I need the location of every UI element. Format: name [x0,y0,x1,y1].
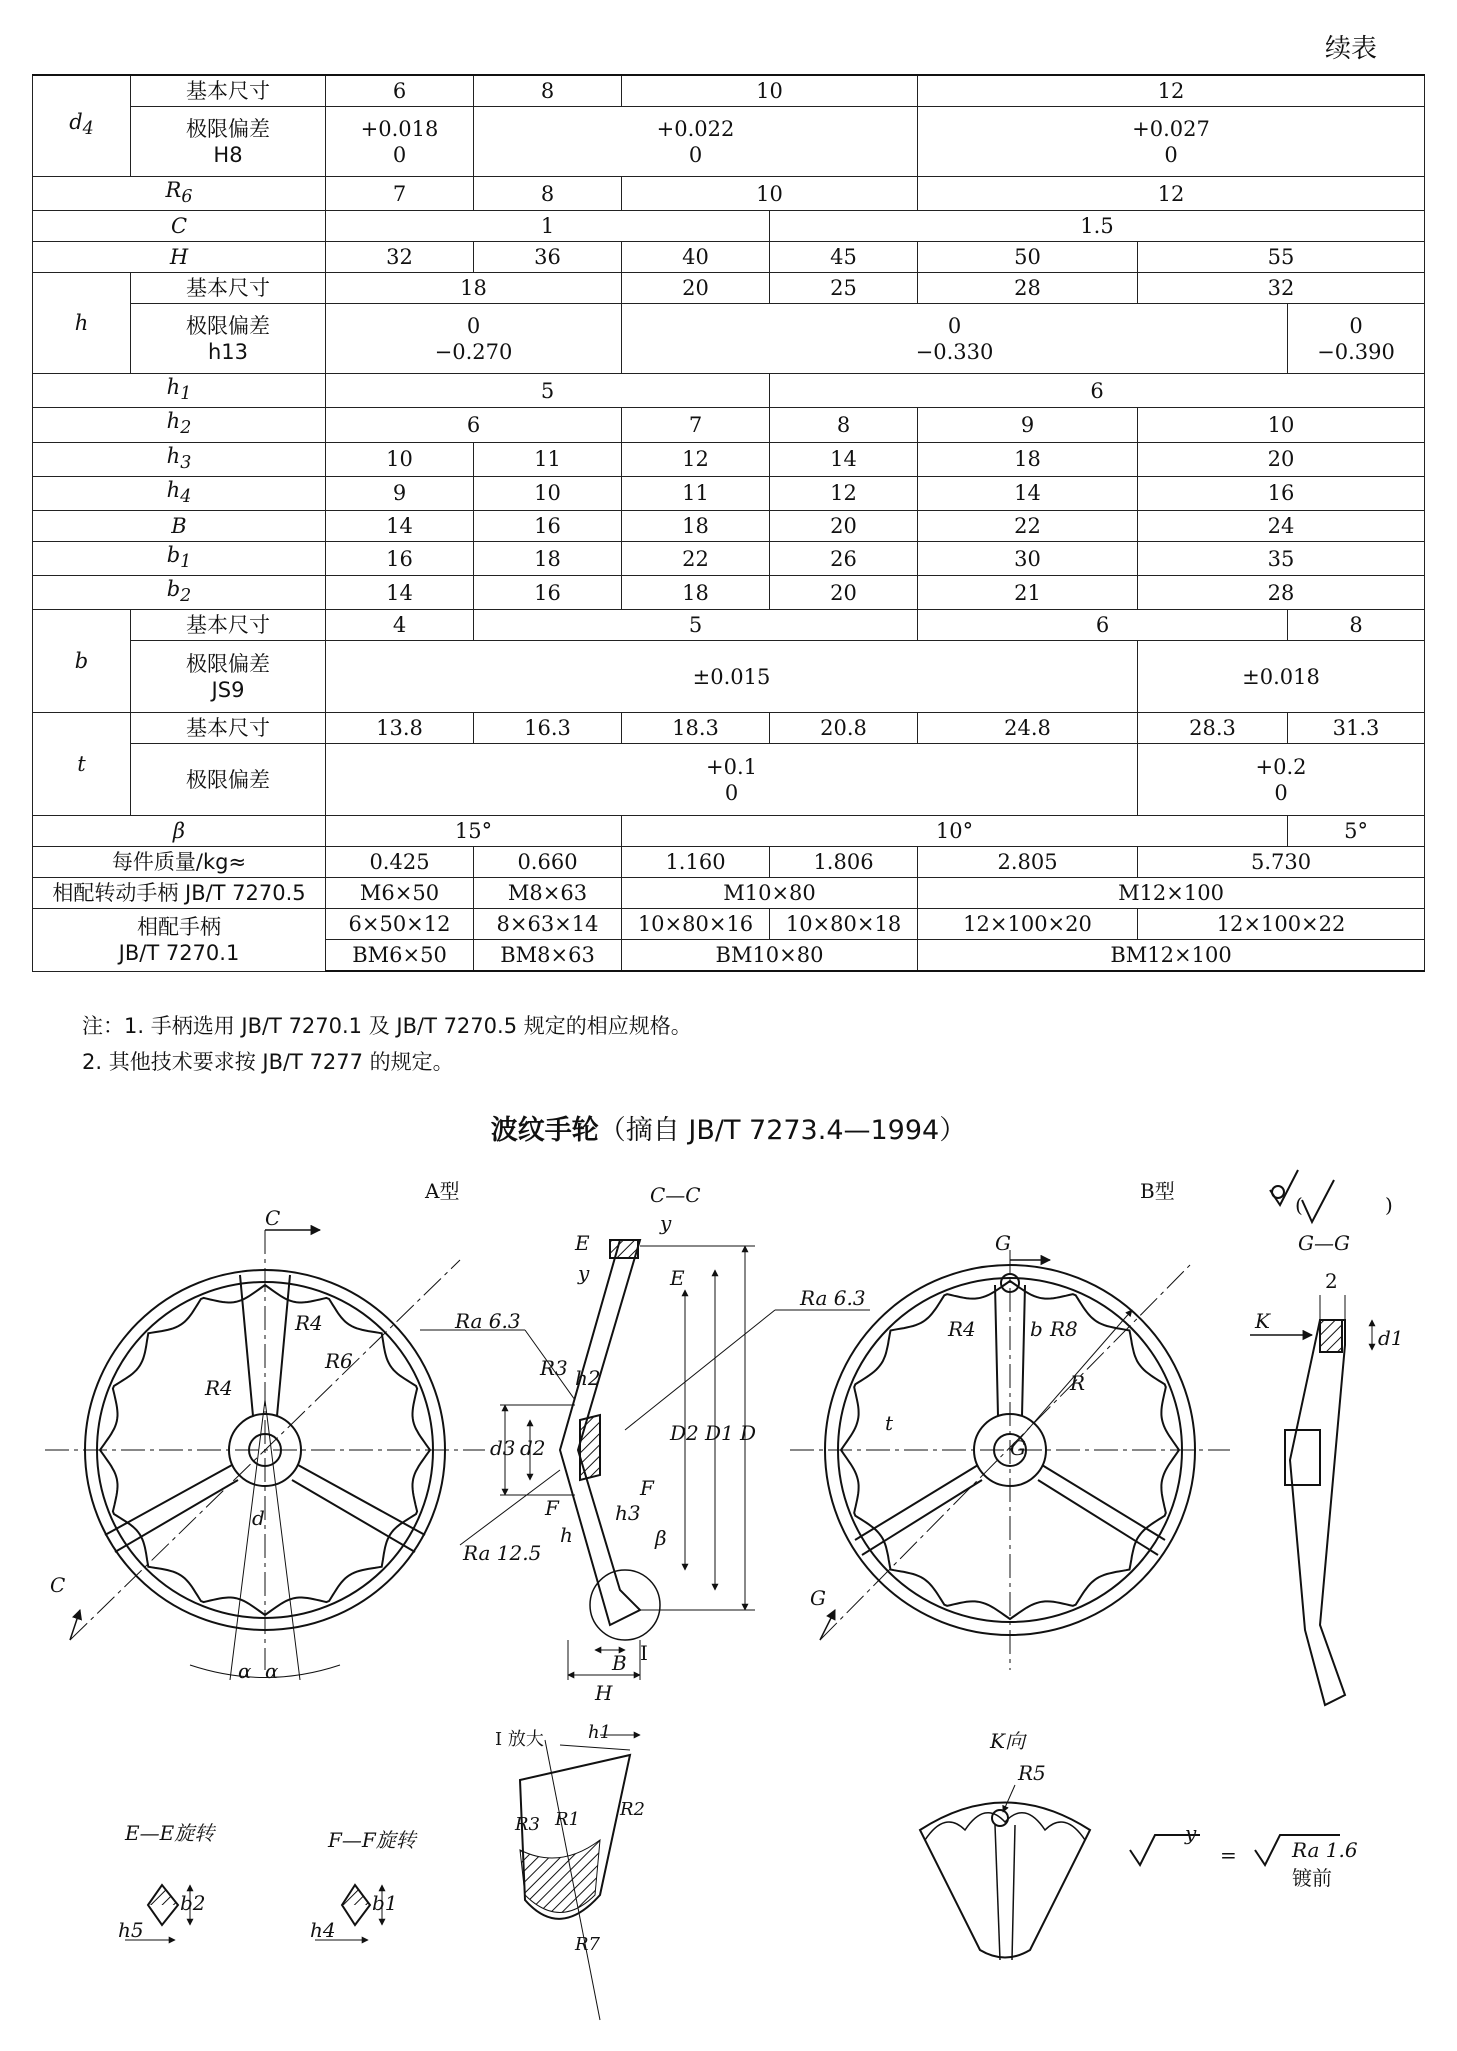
technical-drawing [0,1150,1457,2050]
row-t-dev: 极限偏差 +0.1 0 +0.2 0 [33,744,1425,816]
svg-text:d2: d2 [520,1436,546,1460]
svg-text:D: D [740,1421,757,1445]
svg-text:): ) [1385,1193,1393,1217]
svg-text:d1: d1 [1378,1326,1404,1350]
note-1: 注：1. 手柄选用 JB/T 7270.1 及 JB/T 7270.5 规定的相应规格。 [82,1014,692,1038]
svg-text:b: b [1030,1317,1043,1341]
wheel-a [45,1230,485,1680]
wheel-b [790,1250,1230,1670]
row-h-dev: 极限偏差 h13 0 −0.270 0 −0.330 0 −0.390 [33,304,1425,374]
svg-text:R7: R7 [575,1934,601,1955]
lbl-C-bot: C [50,1573,66,1597]
row-C: C 1 1.5 [33,211,1425,242]
k-view [920,1785,1090,1960]
row-b1: $b_1$ 16 18 22 26 30 35 [33,541,1425,575]
row-h2: $h_2$ 6 7 8 9 10 [33,408,1425,442]
row-h4: $h_4$ 9 10 11 12 14 16 [33,476,1425,510]
spec-table [32,74,1425,972]
svg-text:y: y [660,1211,672,1235]
svg-text:R4: R4 [295,1311,323,1335]
row-b-basic: b 基本尺寸 4 5 6 8 [33,610,1425,641]
notes [82,1008,692,1080]
svg-text:D1: D1 [705,1421,734,1445]
svg-text:2: 2 [1325,1269,1338,1293]
svg-text:I 放大: I 放大 [495,1729,544,1750]
row-d4-basic: $d_4$ 基本尺寸 6 8 10 12 [33,75,1425,107]
svg-text:R8: R8 [1050,1317,1078,1341]
svg-text:h3: h3 [615,1501,641,1525]
row-H: H 32 36 40 45 50 55 [33,242,1425,273]
sym-d4: $d_4$ [33,75,131,177]
row-b-dev: 极限偏差 JS9 ±0.015 ±0.018 [33,641,1425,713]
svg-text:B型: B型 [1140,1179,1175,1203]
svg-text:E: E [575,1231,590,1255]
svg-text:G: G [995,1231,1011,1255]
svg-text:R3: R3 [515,1814,541,1835]
svg-text:β: β [655,1526,667,1550]
svg-text:Ra 6.3: Ra 6.3 [800,1286,866,1310]
row-h-basic: h 基本尺寸 18 20 25 28 32 [33,273,1425,304]
svg-text:y: y [1185,1821,1197,1845]
svg-text:b1: b1 [372,1891,398,1915]
svg-text:D2: D2 [670,1421,699,1445]
svg-text:h1: h1 [588,1722,612,1743]
svg-text:镀前: 镀前 [1292,1866,1332,1890]
drawing-title: 波纹手轮（摘自 JB/T 7273.4—1994） [490,1115,967,1146]
row-d4-dev: 极限偏差 H8 +0.018 0 +0.022 0 +0.027 0 [33,107,1425,177]
row-B: B 14 16 18 20 22 24 [33,510,1425,541]
svg-text:G: G [810,1586,826,1610]
svg-text:K向: K向 [990,1729,1025,1753]
svg-text:y: y [578,1261,590,1285]
svg-text:G—G: G—G [1298,1231,1350,1255]
row-beta: β 15° 10° 5° [33,816,1425,847]
svg-text:h2: h2 [575,1366,601,1390]
row-handle-a: 相配手柄 JB/T 7270.1 6×50×12 8×63×14 10×80×16 10×80×18 12×100×20 12×100×22 [33,909,1425,940]
lbl-C-top: C [265,1206,281,1230]
svg-text:R6: R6 [325,1349,353,1373]
svg-text:F: F [545,1496,559,1520]
svg-text:R5: R5 [1018,1761,1046,1785]
svg-text:R3: R3 [540,1356,568,1380]
svg-text:R4: R4 [205,1376,233,1400]
svg-text:h4: h4 [310,1918,336,1942]
svg-text:Ra 1.6: Ra 1.6 [1292,1838,1358,1862]
svg-text:h5: h5 [118,1918,144,1942]
svg-text:F—F旋转: F—F旋转 [328,1828,416,1852]
row-b2: $b_2$ 14 16 18 20 21 28 [33,576,1425,610]
svg-text:A型: A型 [425,1179,460,1203]
svg-text:Ra 6.3: Ra 6.3 [455,1309,521,1333]
svg-text:F: F [640,1476,654,1500]
row-h3: $h_3$ 10 11 12 14 18 20 [33,442,1425,476]
svg-text:R1: R1 [555,1809,581,1830]
svg-text:α: α [238,1659,252,1683]
row-R6: $R_6$ 7 8 10 12 [33,177,1425,211]
svg-text:E: E [670,1266,685,1290]
svg-text:E—E旋转: E—E旋转 [125,1821,215,1845]
svg-text:H: H [595,1681,613,1705]
detail-i [520,1735,640,2020]
svg-text:K: K [1255,1309,1270,1333]
continued-label: 续表 [1324,34,1377,64]
svg-text:G: G [1010,1436,1026,1460]
row-mass: 每件质量/kg≈ 0.425 0.660 1.160 1.806 2.805 5.730 [33,847,1425,878]
row-h1: $h_1$ 5 6 [33,374,1425,408]
svg-text:Ra 12.5: Ra 12.5 [463,1541,542,1565]
svg-text:I: I [640,1641,648,1665]
row-handle-b: BM6×50 BM8×63 BM10×80 BM12×100 [33,940,1425,972]
svg-text:b2: b2 [180,1891,206,1915]
svg-text:h: h [560,1523,573,1547]
svg-text:C—C: C—C [650,1183,701,1207]
svg-text:d3: d3 [490,1436,516,1460]
row-t-basic: t 基本尺寸 13.8 16.3 18.3 20.8 24.8 28.3 31.3 [33,713,1425,744]
svg-text:B: B [612,1651,627,1675]
svg-text:R2: R2 [620,1799,646,1820]
svg-text:R: R [1070,1371,1086,1395]
svg-text:(: ( [1295,1193,1303,1217]
svg-text:d: d [252,1506,265,1530]
svg-text:α: α [265,1659,279,1683]
svg-text:R4: R4 [948,1317,976,1341]
note-2: 2. 其他技术要求按 JB/T 7277 的规定。 [82,1050,454,1074]
svg-text:=: = [1220,1843,1237,1867]
svg-text:t: t [885,1411,894,1435]
row-rot-handle: 相配转动手柄 JB/T 7270.5 M6×50 M8×63 M10×80 M12×100 [33,878,1425,909]
